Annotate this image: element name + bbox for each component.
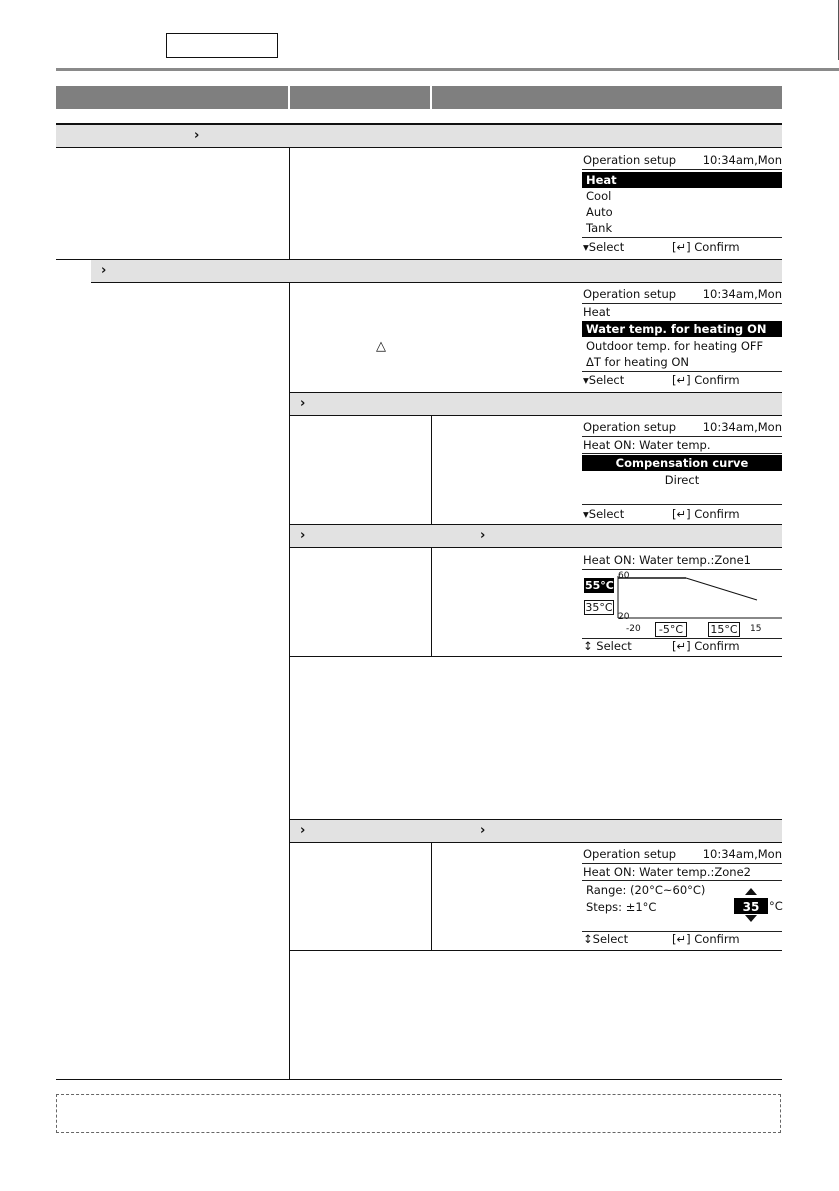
- section-bar-5-bottom: [290, 842, 782, 843]
- option-compensation-curve[interactable]: Compensation curve: [582, 455, 782, 471]
- lcd-title: Operation setup: [583, 153, 677, 167]
- footer-select: Select: [588, 507, 625, 521]
- chevron-icon: ›: [480, 528, 486, 543]
- footer-select: Select: [588, 373, 625, 387]
- chevron-icon: ›: [101, 263, 107, 278]
- section-bar-5-top: [290, 819, 782, 820]
- table-header-col2: [290, 86, 430, 109]
- x-axis-left: -20: [626, 624, 641, 634]
- delta-triangle-icon: △: [376, 339, 386, 354]
- lcd-heat-menu: [582, 286, 782, 390]
- lcd-clock: 10:34am,Mon: [702, 847, 782, 861]
- range-text: Range: (20°C~60°C): [586, 883, 706, 897]
- table-bottom-border: [56, 1079, 782, 1080]
- menu-item-auto[interactable]: Auto: [586, 205, 613, 219]
- lcd-title: Operation setup: [583, 847, 677, 861]
- chevron-icon: ›: [194, 128, 200, 143]
- col-sep-main: [289, 148, 290, 259]
- lcd-zone2-direct: [582, 846, 782, 948]
- lcd-title: Operation setup: [583, 287, 677, 301]
- footer-confirm: [↵] Confirm: [672, 932, 740, 946]
- table-header-col1: [56, 86, 288, 109]
- table-header-col3: [432, 86, 782, 109]
- lcd-subtitle: Heat ON: Water temp.:Zone1: [583, 553, 751, 567]
- x-axis-right: 15: [750, 624, 762, 634]
- footer-confirm: [↵] Confirm: [672, 373, 740, 387]
- menu-item-water-temp[interactable]: Water temp. for heating ON: [582, 321, 782, 337]
- y-low-value-box[interactable]: 35°C: [585, 601, 613, 614]
- menu-item-outdoor-temp[interactable]: Outdoor temp. for heating OFF: [586, 339, 764, 353]
- lcd-clock: 10:34am,Mon: [702, 153, 782, 167]
- value-down-arrow-icon[interactable]: [745, 915, 757, 922]
- row4-bottom: [290, 656, 782, 657]
- down-arrow-icon: ▾: [583, 373, 589, 387]
- menu-item-tank[interactable]: Tank: [586, 221, 613, 235]
- lcd-water-temp-mode: [582, 419, 782, 523]
- section-bar-1-bottom: [56, 147, 782, 148]
- section-bar-3-bottom: [290, 415, 782, 416]
- lcd-clock: 10:34am,Mon: [702, 420, 782, 434]
- top-rule: [56, 68, 839, 71]
- header-tag-box: [166, 33, 278, 58]
- section-bar-2-bottom: [91, 282, 782, 283]
- lcd-clock: 10:34am,Mon: [702, 287, 782, 301]
- lcd-mode-select: [582, 152, 782, 256]
- row5-bottom: [290, 950, 782, 951]
- footer-select: Select: [592, 932, 629, 946]
- menu-item-delta-t[interactable]: ΔT for heating ON: [586, 355, 690, 369]
- lcd-subtitle: Heat ON: Water temp.:Zone2: [583, 865, 751, 879]
- section-bar-4: [290, 525, 782, 547]
- col-sep-inner-3: [431, 843, 432, 950]
- footer-select: Select: [588, 240, 625, 254]
- value-unit: °C: [769, 899, 783, 913]
- y-axis-bottom: 20: [618, 612, 630, 622]
- y-high-value-box[interactable]: 55°C: [585, 579, 614, 592]
- chevron-icon: ›: [300, 823, 306, 838]
- value-box[interactable]: 35: [734, 898, 768, 914]
- lcd-subtitle: Heat ON: Water temp.: [583, 438, 711, 452]
- col-sep-inner-2: [431, 548, 432, 656]
- footer-select: Select: [596, 639, 632, 653]
- lcd-title: Operation setup: [583, 420, 677, 434]
- option-direct[interactable]: Direct: [664, 473, 700, 487]
- section-bar-3: [290, 393, 782, 415]
- menu-item-heat[interactable]: Heat: [582, 172, 782, 188]
- footer-confirm: [↵] Confirm: [672, 507, 740, 521]
- section-bar-1: [56, 125, 782, 147]
- col-sep-inner-1: [431, 416, 432, 524]
- x-high-value-box[interactable]: 15°C: [708, 622, 740, 637]
- section-bar-4-bottom: [290, 547, 782, 548]
- footer-confirm: [↵] Confirm: [672, 240, 740, 254]
- steps-text: Steps: ±1°C: [586, 900, 657, 914]
- section-bar-2: [91, 260, 782, 282]
- chevron-icon: ›: [300, 528, 306, 543]
- chevron-icon: ›: [480, 823, 486, 838]
- down-arrow-icon: ▾: [583, 507, 589, 521]
- note-box: [56, 1094, 781, 1133]
- up-down-arrow-icon: ↕: [583, 639, 593, 653]
- footer-confirm: [↵] Confirm: [672, 639, 740, 653]
- down-arrow-icon: ▾: [583, 240, 589, 254]
- lcd-subtitle: Heat: [583, 305, 611, 319]
- y-axis-top: 60: [618, 571, 630, 581]
- chevron-icon: ›: [300, 396, 306, 411]
- x-low-value-box[interactable]: -5°C: [655, 622, 687, 637]
- section-bar-5: [290, 820, 782, 842]
- up-down-arrow-icon: ↕: [583, 932, 593, 946]
- lcd-zone1-curve: [582, 552, 782, 654]
- value-up-arrow-icon[interactable]: [745, 888, 757, 895]
- menu-item-cool[interactable]: Cool: [586, 189, 612, 203]
